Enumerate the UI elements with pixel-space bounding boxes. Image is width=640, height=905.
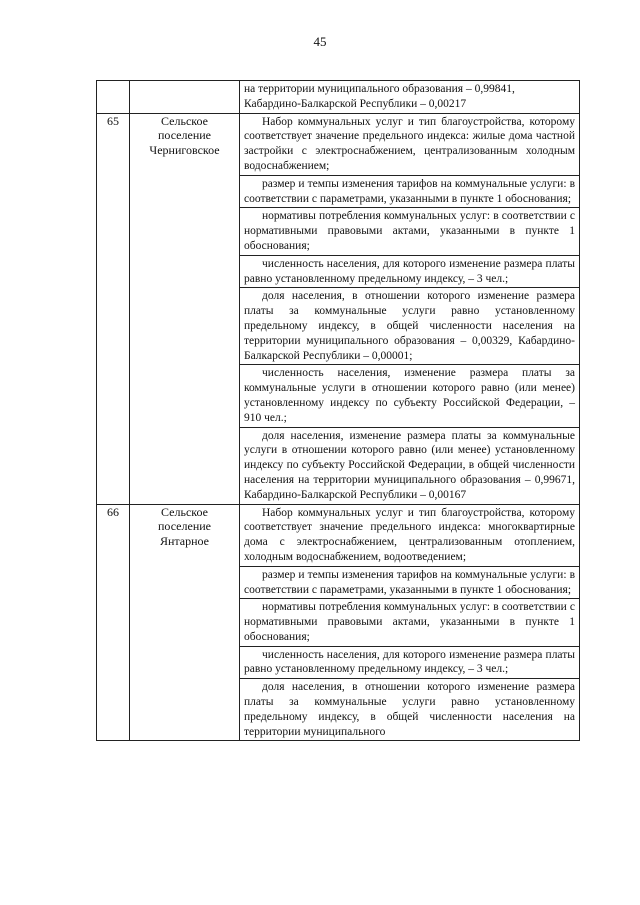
row-name-cell: [130, 81, 240, 114]
name-line: Сельское: [161, 504, 208, 519]
services-set-text: Набор коммунальных услуг и тип благоустройства, которому соответствует значение предельного индекса: многоквартирные дома с электроснабжением, централизованным отоплением, холодным водоснабжением, водоотведением;: [244, 506, 575, 563]
table-row: [97, 504, 580, 741]
population-count-text: численность населения, для которого изменение размера платы равно установленному предельному индексу, – 3 чел.;: [240, 255, 579, 288]
row-number: 66: [97, 504, 130, 741]
text-line: на территории муниципального образования – 0,99841,: [244, 83, 515, 95]
name-line: Черниговское: [149, 143, 220, 158]
continuation-row: [97, 81, 580, 114]
name-line: Янтарное: [159, 534, 210, 549]
text-line: Кабардино-Балкарской Республики – 0,00217: [244, 97, 467, 110]
row-number-cell: [97, 81, 130, 114]
table-row: [97, 113, 580, 504]
settlement-name: [130, 504, 240, 741]
population-share-text: доля населения, в отношении которого изменение размера платы за коммунальные услуги равно установленному предельному индексу, в общей численности населения на территории муниципального: [240, 678, 579, 740]
population-share-text: доля населения, в отношении которого изменение размера платы за коммунальные услуги равно установленному предельному индексу, в общей численности населения на территории муниципального образования – 0,00329, Кабардино-Балкарской Республики – 0,00001;: [240, 287, 579, 364]
consumption-norms-text: нормативы потребления коммунальных услуг: в соответствии с нормативными правовыми актами, указанными в пункте 1 обоснования;: [240, 207, 579, 254]
name-line: поселение: [157, 519, 211, 534]
population-count-regional-text: численность населения, изменение размера платы за коммунальные услуги в отношении которого равно (или менее) установленному индексу по субъекту Российской Федерации, – 910 чел.;: [240, 364, 579, 426]
row-description-cell: [240, 504, 580, 741]
row-number: 65: [97, 113, 130, 504]
tariffs-text: размер и темпы изменения тарифов на коммунальные услуги: в соответствии с параметрами, указанными в пункте 1 обоснования;: [240, 566, 579, 599]
page-number: 45: [313, 34, 327, 49]
row-description-cell: [240, 113, 580, 504]
name-line: поселение: [157, 128, 211, 143]
name-line: Сельское: [161, 113, 208, 128]
document-table: [96, 80, 580, 741]
population-share-regional-text: доля населения, изменение размера платы за коммунальные услуги в отношении которого равно (или менее) установленному индексу по субъекту Российской Федерации, в общей численности населения на территории муниципального образования – 0,99671, Кабардино-Балкарской Республики – 0,00167: [240, 427, 579, 504]
continuation-text: [240, 81, 579, 113]
settlement-name: [130, 113, 240, 504]
services-set-text: Набор коммунальных услуг и тип благоустройства, которому соответствует значение предельного индекса: жилые дома частной застройки с электроснабжением, централизованным холодным водоснабжением;: [244, 115, 575, 172]
population-count-text: численность населения, для которого изменение размера платы равно установленному предельному индексу, – 3 чел.;: [240, 646, 579, 679]
tariffs-text: размер и темпы изменения тарифов на коммунальные услуги: в соответствии с параметрами, указанными в пункте 1 обоснования;: [240, 175, 579, 208]
consumption-norms-text: нормативы потребления коммунальных услуг: в соответствии с нормативными правовыми актами, указанными в пункте 1 обоснования;: [240, 598, 579, 645]
row-description-cell: [240, 81, 580, 114]
